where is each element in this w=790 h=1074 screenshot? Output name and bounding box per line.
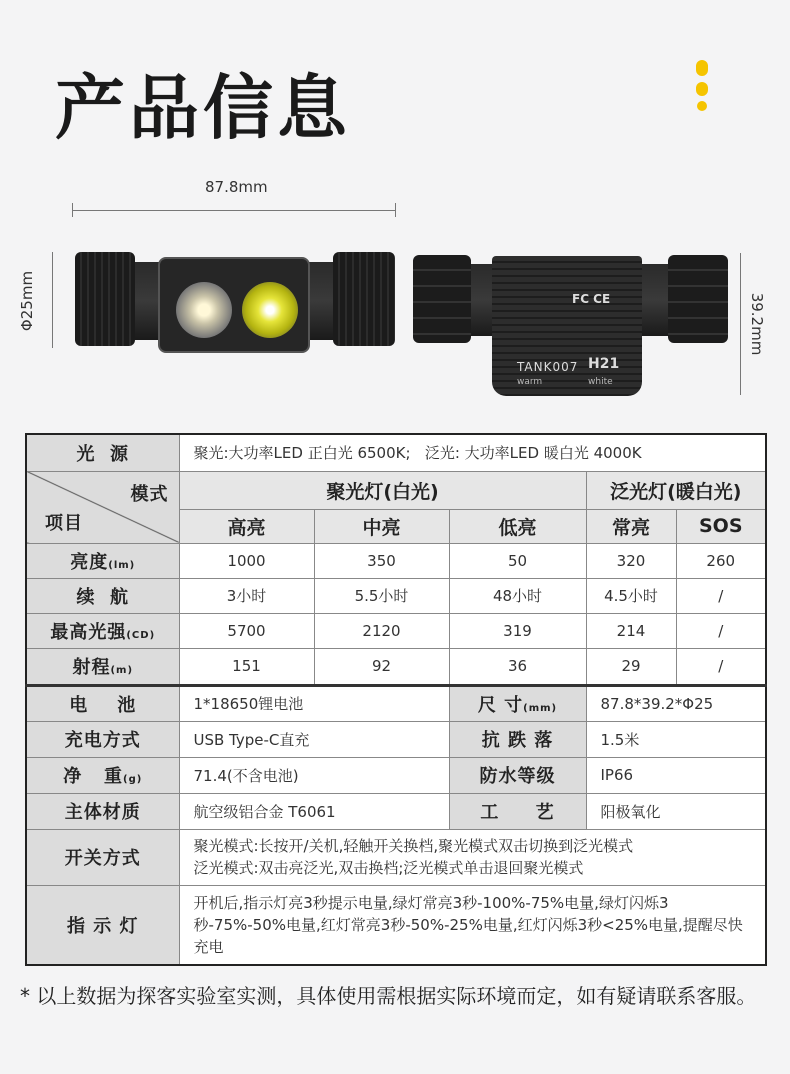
switch-line: 聚光模式:长按开/关机,轻触开关换档,聚光模式双击切换到泛光模式 xyxy=(193,837,634,855)
model-name: H21 xyxy=(588,356,620,372)
value-cell: 4.5小时 xyxy=(586,578,676,613)
spec-label: 电 池 xyxy=(26,685,179,721)
cert-marks: FC CE xyxy=(572,292,611,306)
value-cell: 50 xyxy=(449,543,586,578)
spec-row xyxy=(26,685,766,721)
spec-label: 工 艺 xyxy=(449,793,586,829)
row-label: 射程(m) xyxy=(26,648,179,685)
row-label: 指 示 灯 xyxy=(26,885,179,965)
spec-label: 净 重(g) xyxy=(26,757,179,793)
spec-label: 充电方式 xyxy=(26,721,179,757)
spec-value: 阳极氧化 xyxy=(586,793,766,829)
value-cell: 48小时 xyxy=(449,578,586,613)
corner-cell xyxy=(26,471,179,543)
mode-header: SOS xyxy=(676,509,766,543)
spec-label: 抗 跌 落 xyxy=(449,721,586,757)
value-cell: 1000 xyxy=(179,543,314,578)
light-source-value: 聚光:大功率LED 正白光 6500K; 泛光: 大功率LED 暖白光 4000K xyxy=(179,434,766,471)
group-spot: 聚光灯(白光) xyxy=(179,471,586,509)
group-flood: 泛光灯(暖白光) xyxy=(586,471,766,509)
row-label: 最高光强(CD) xyxy=(26,613,179,648)
spec-value: IP66 xyxy=(586,757,766,793)
height-dimension: 39.2mm xyxy=(748,292,766,356)
value-cell: 29 xyxy=(586,648,676,685)
value-cell: 5700 xyxy=(179,613,314,648)
switch-row xyxy=(26,829,766,885)
perf-row xyxy=(26,613,766,648)
corner-mode-label: 模式 xyxy=(130,483,169,505)
spec-value: USB Type-C直充 xyxy=(179,721,449,757)
value-cell: 92 xyxy=(314,648,449,685)
page-title: 产品信息 xyxy=(55,67,351,149)
switch-value xyxy=(179,829,766,885)
spec-label: 主体材质 xyxy=(26,793,179,829)
footnote: * 以上数据为探客实验室实测，具体使用需根据实际环境而定，如有疑请联系客服。 xyxy=(20,984,757,1008)
row-label: 开关方式 xyxy=(26,829,179,885)
value-cell: 151 xyxy=(179,648,314,685)
perf-row xyxy=(26,543,766,578)
value-cell: / xyxy=(676,613,766,648)
perf-row xyxy=(26,648,766,685)
length-dimension: 87.8mm xyxy=(205,178,268,196)
value-cell: 3小时 xyxy=(179,578,314,613)
spec-label: 尺 寸(mm) xyxy=(449,685,586,721)
indicator-value: 开机后,指示灯亮3秒提示电量,绿灯常亮3秒-100%-75%电量,绿灯闪烁3秒-75%-50%电量,红灯常亮3秒-50%-25%电量,红灯闪烁3秒<25%电量,提醒尽快充电 xyxy=(179,885,766,965)
value-cell: 350 xyxy=(314,543,449,578)
indicator-row xyxy=(26,885,766,965)
spec-table xyxy=(25,433,767,966)
value-cell: 36 xyxy=(449,648,586,685)
mode-header: 低亮 xyxy=(449,509,586,543)
spec-value: 1*18650锂电池 xyxy=(179,685,449,721)
light-source-row xyxy=(26,434,766,471)
switch-line: 泛光模式:双击亮泛光,双击换档;泛光模式单击退回聚光模式 xyxy=(193,859,584,877)
value-cell: 5.5小时 xyxy=(314,578,449,613)
white-label: white xyxy=(588,377,613,387)
spec-label: 防水等级 xyxy=(449,757,586,793)
spec-row xyxy=(26,757,766,793)
mode-header: 中亮 xyxy=(314,509,449,543)
value-cell: 2120 xyxy=(314,613,449,648)
length-line xyxy=(72,210,396,211)
brand-logo: TANK007 xyxy=(517,360,579,374)
perf-row xyxy=(26,578,766,613)
value-cell: 260 xyxy=(676,543,766,578)
value-cell: 319 xyxy=(449,613,586,648)
spec-value: 1.5米 xyxy=(586,721,766,757)
spec-row xyxy=(26,721,766,757)
spec-value: 航空级铝合金 T6061 xyxy=(179,793,449,829)
value-cell: 214 xyxy=(586,613,676,648)
row-label: 续 航 xyxy=(26,578,179,613)
row-label: 光 源 xyxy=(26,434,179,471)
warm-label: warm xyxy=(517,377,543,387)
value-cell: / xyxy=(676,648,766,685)
mode-header: 常亮 xyxy=(586,509,676,543)
row-label: 亮度(lm) xyxy=(26,543,179,578)
value-cell: 320 xyxy=(586,543,676,578)
mode-header: 高亮 xyxy=(179,509,314,543)
diameter-dimension: Φ25mm xyxy=(18,270,36,332)
corner-item-label: 项目 xyxy=(45,512,83,534)
spec-value: 87.8*39.2*Φ25 xyxy=(586,685,766,721)
value-cell: / xyxy=(676,578,766,613)
spec-value: 71.4(不含电池) xyxy=(179,757,449,793)
spec-row xyxy=(26,793,766,829)
